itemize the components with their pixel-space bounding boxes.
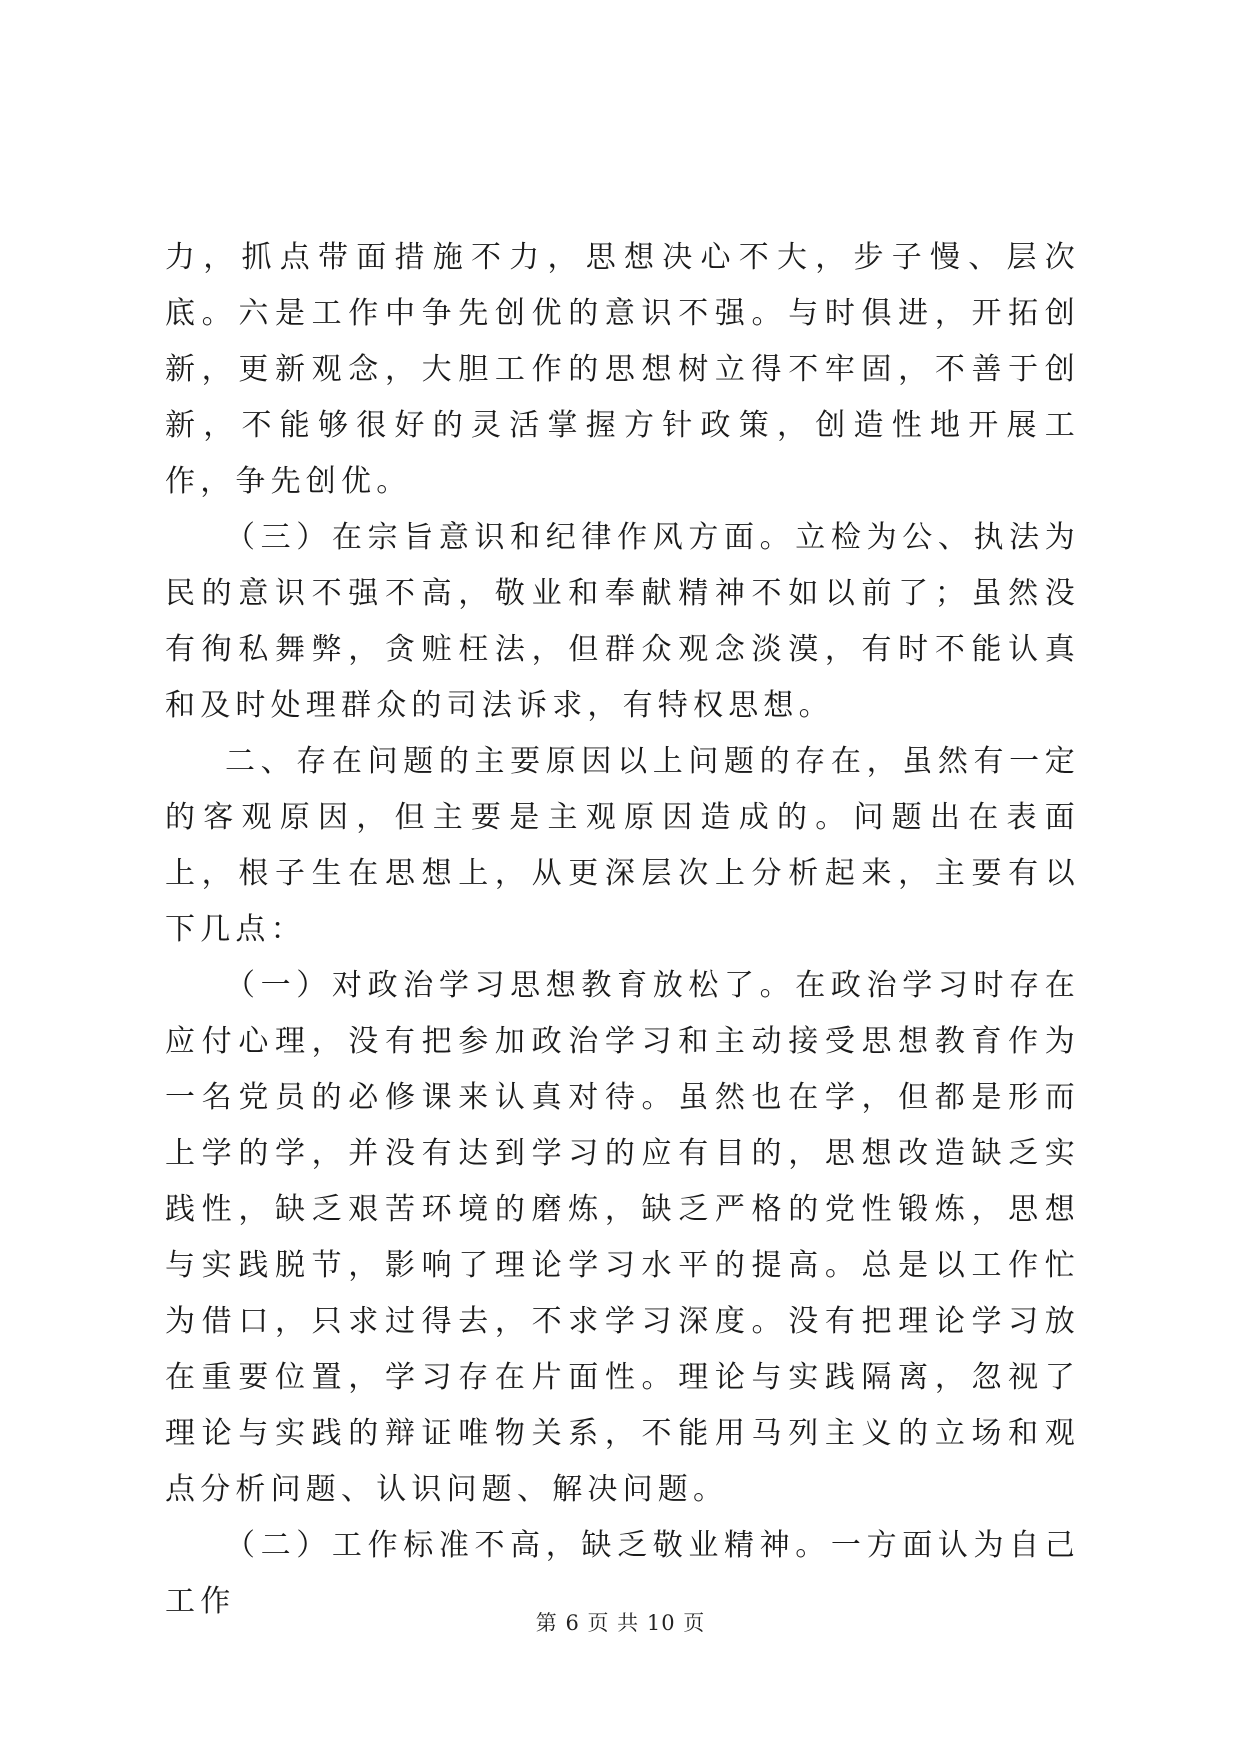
paragraph-section-three: （三）在宗旨意识和纪律作风方面。立检为公、执法为民的意识不强不高，敬业和奉献精神不如以前了；虽然没有徇私舞弊，贪赃枉法，但群众观念淡漠，有时不能认真和及时处理群众的司法诉求，有特权思想。	[165, 520, 1080, 723]
paragraph-main-causes: 二、存在问题的主要原因以上问题的存在，虽然有一定的客观原因，但主要是主观原因造成的。问题出在表面上，根子生在思想上，从更深层次上分析起来，主要有以下几点：	[165, 744, 1080, 947]
paragraph-continuation: 力，抓点带面措施不力，思想决心不大，步子慢、层次底。六是工作中争先创优的意识不强。与时俱进，开拓创新，更新观念，大胆工作的思想树立得不牢固，不善于创新，不能够很好的灵活掌握方针政策，创造性地开展工作，争先创优。	[165, 240, 1080, 499]
document-body	[165, 230, 1080, 1630]
page-number-footer: 第 6 页 共 10 页	[535, 1611, 706, 1635]
paragraph-cause-two: （二）工作标准不高，缺乏敬业精神。一方面认为自己工作	[165, 1528, 1080, 1619]
paragraph-cause-one: （一）对政治学习思想教育放松了。在政治学习时存在应付心理，没有把参加政治学习和主动接受思想教育作为一名党员的必修课来认真对待。虽然也在学，但都是形而上学的学，并没有达到学习的应有目的，思想改造缺乏实践性，缺乏艰苦环境的磨炼，缺乏严格的党性锻炼，思想与实践脱节，影响了理论学习水平的提高。总是以工作忙为借口，只求过得去，不求学习深度。没有把理论学习放在重要位置，学习存在片面性。理论与实践隔离，忽视了理论与实践的辩证唯物关系，不能用马列主义的立场和观点分析问题、认识问题、解决问题。	[165, 968, 1080, 1507]
